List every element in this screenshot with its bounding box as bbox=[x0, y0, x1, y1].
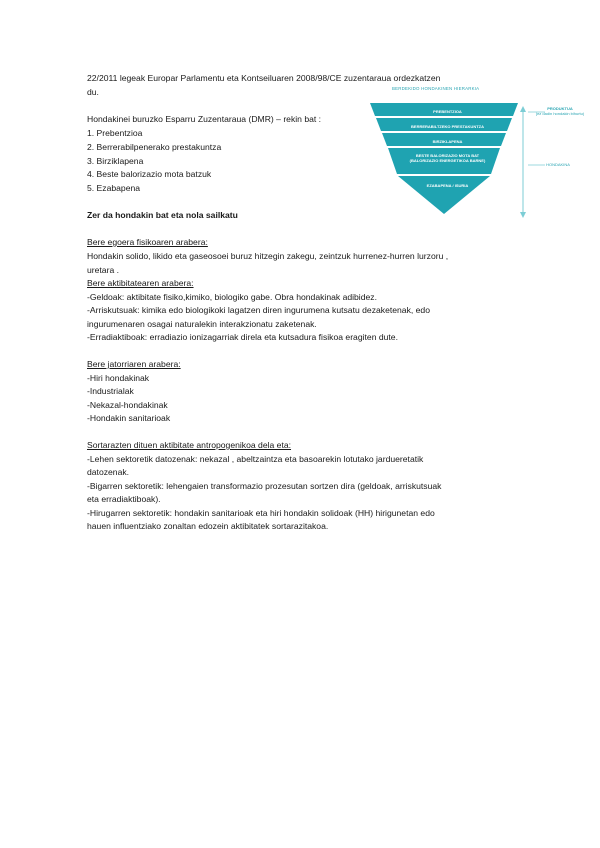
sektoreak-line: -Lehen sektoretik datozenak: nekazal , abeltzaintza eta basoarekin lotutako jardueretatik bbox=[87, 454, 424, 464]
egoera-line-1: Hondakin solido, likido eta gaseosoei buruz hitzegin zakegu, zeintzuk hurrenez-hurren lurzoru , bbox=[87, 251, 449, 261]
intro-line-1: 22/2011 legeak Europar Parlamentu eta Kontseiluaren 2008/98/CE zuzentaraua ordezkatzen bbox=[87, 73, 441, 83]
dmr-item: 2. Berrerabilpenerako prestakuntza bbox=[87, 142, 222, 152]
dmr-item: 4. Beste balorizazio mota batzuk bbox=[87, 169, 212, 179]
aktibitatea-line: -Erradiaktiboak: erradiazio ionizagarriak direla eta kutsadura fisikoa eragiten dute. bbox=[87, 332, 398, 342]
egoera-heading: Bere egoera fisikoaren arabera: bbox=[87, 237, 208, 247]
dmr-item: 5. Ezabapena bbox=[87, 183, 141, 193]
sektoreak-heading: Sortarazten dituen aktibitate antropogenikoa dela eta: bbox=[87, 440, 292, 450]
sektoreak-line: -Bigarren sektoretik: lehengaien transformazio prozesutan sortzen dira (geldoak, arriskutsuak bbox=[87, 481, 442, 491]
aktibitatea-line: -Geldoak: aktibitate fisiko,kimiko, biologiko gabe. Obra hondakinak adibidez. bbox=[87, 292, 377, 302]
arrow-up-icon bbox=[520, 106, 526, 112]
pyramid-right-top-sub: (ez dadin hondakin bihurtu) bbox=[535, 111, 585, 116]
pyramid-level-label: BIRZIKLAPENA bbox=[432, 139, 463, 144]
aktibitatea-heading: Bere aktibitatearen arabera: bbox=[87, 278, 194, 288]
jatorria-item: -Nekazal-hondakinak bbox=[87, 400, 168, 410]
jatorria-heading: Bere jatorriaren arabera: bbox=[87, 359, 181, 369]
pyramid-right-top: PRODUKTUA bbox=[547, 106, 573, 111]
sektoreak-line: datozenak. bbox=[87, 467, 130, 477]
pyramid-level-label: BERRERABILTZEKO PRESTAKUNTZA bbox=[411, 124, 484, 129]
aktibitatea-line: -Arriskutsuak: kimika edo biologikoki lagatzen diren ingurumena kutsatu dezaketenak, edo bbox=[87, 305, 430, 315]
jatorria-item: -Hondakin sanitarioak bbox=[87, 413, 171, 423]
egoera-line-2: uretara . bbox=[87, 265, 120, 275]
pyramid-level-label: PREBENTZIOA bbox=[433, 109, 462, 114]
pyramid-level-5 bbox=[398, 176, 490, 214]
arrow-down-icon bbox=[520, 212, 526, 218]
jatorria-item: -Hiri hondakinak bbox=[87, 373, 150, 383]
pyramid-level-label: EZABAPENA / ISURIA bbox=[426, 183, 469, 188]
dmr-item: 3. Birziklapena bbox=[87, 156, 144, 166]
dmr-item: 1. Prebentzioa bbox=[87, 128, 143, 138]
pyramid-title: BERDEKIDO HONDAKINEN HIERARKIA bbox=[392, 86, 480, 91]
pyramid-level-label: BESTE BALORIZAZIO MOTA BAT (BALORIZAZIO ENERGETIKOA BARNE) bbox=[409, 153, 486, 163]
sektoreak-line: eta erradiaktiboak). bbox=[87, 494, 161, 504]
intro-line-2: du. bbox=[87, 87, 99, 97]
sektoreak-line: -Hirugarren sektoretik: hondakin sanitarioak eta hiri hondakin solidoak (HH) hirigunetan edo bbox=[87, 508, 435, 518]
dmr-heading: Hondakinei buruzko Esparru Zuzentaraua (DMR) – rekin bat : bbox=[87, 114, 322, 124]
section-title: Zer da hondakin bat eta nola sailkatu bbox=[87, 210, 238, 220]
aktibitatea-line: ingurumenaren osagai naturalekin interakzionatu zaketenak. bbox=[87, 319, 317, 329]
sektoreak-line: hauen influentziako zonaltan edozein aktibitatek sortarazitakoa. bbox=[87, 521, 329, 531]
jatorria-item: -Industrialak bbox=[87, 386, 134, 396]
pyramid-right-mid: HONDAKINA bbox=[546, 162, 570, 167]
